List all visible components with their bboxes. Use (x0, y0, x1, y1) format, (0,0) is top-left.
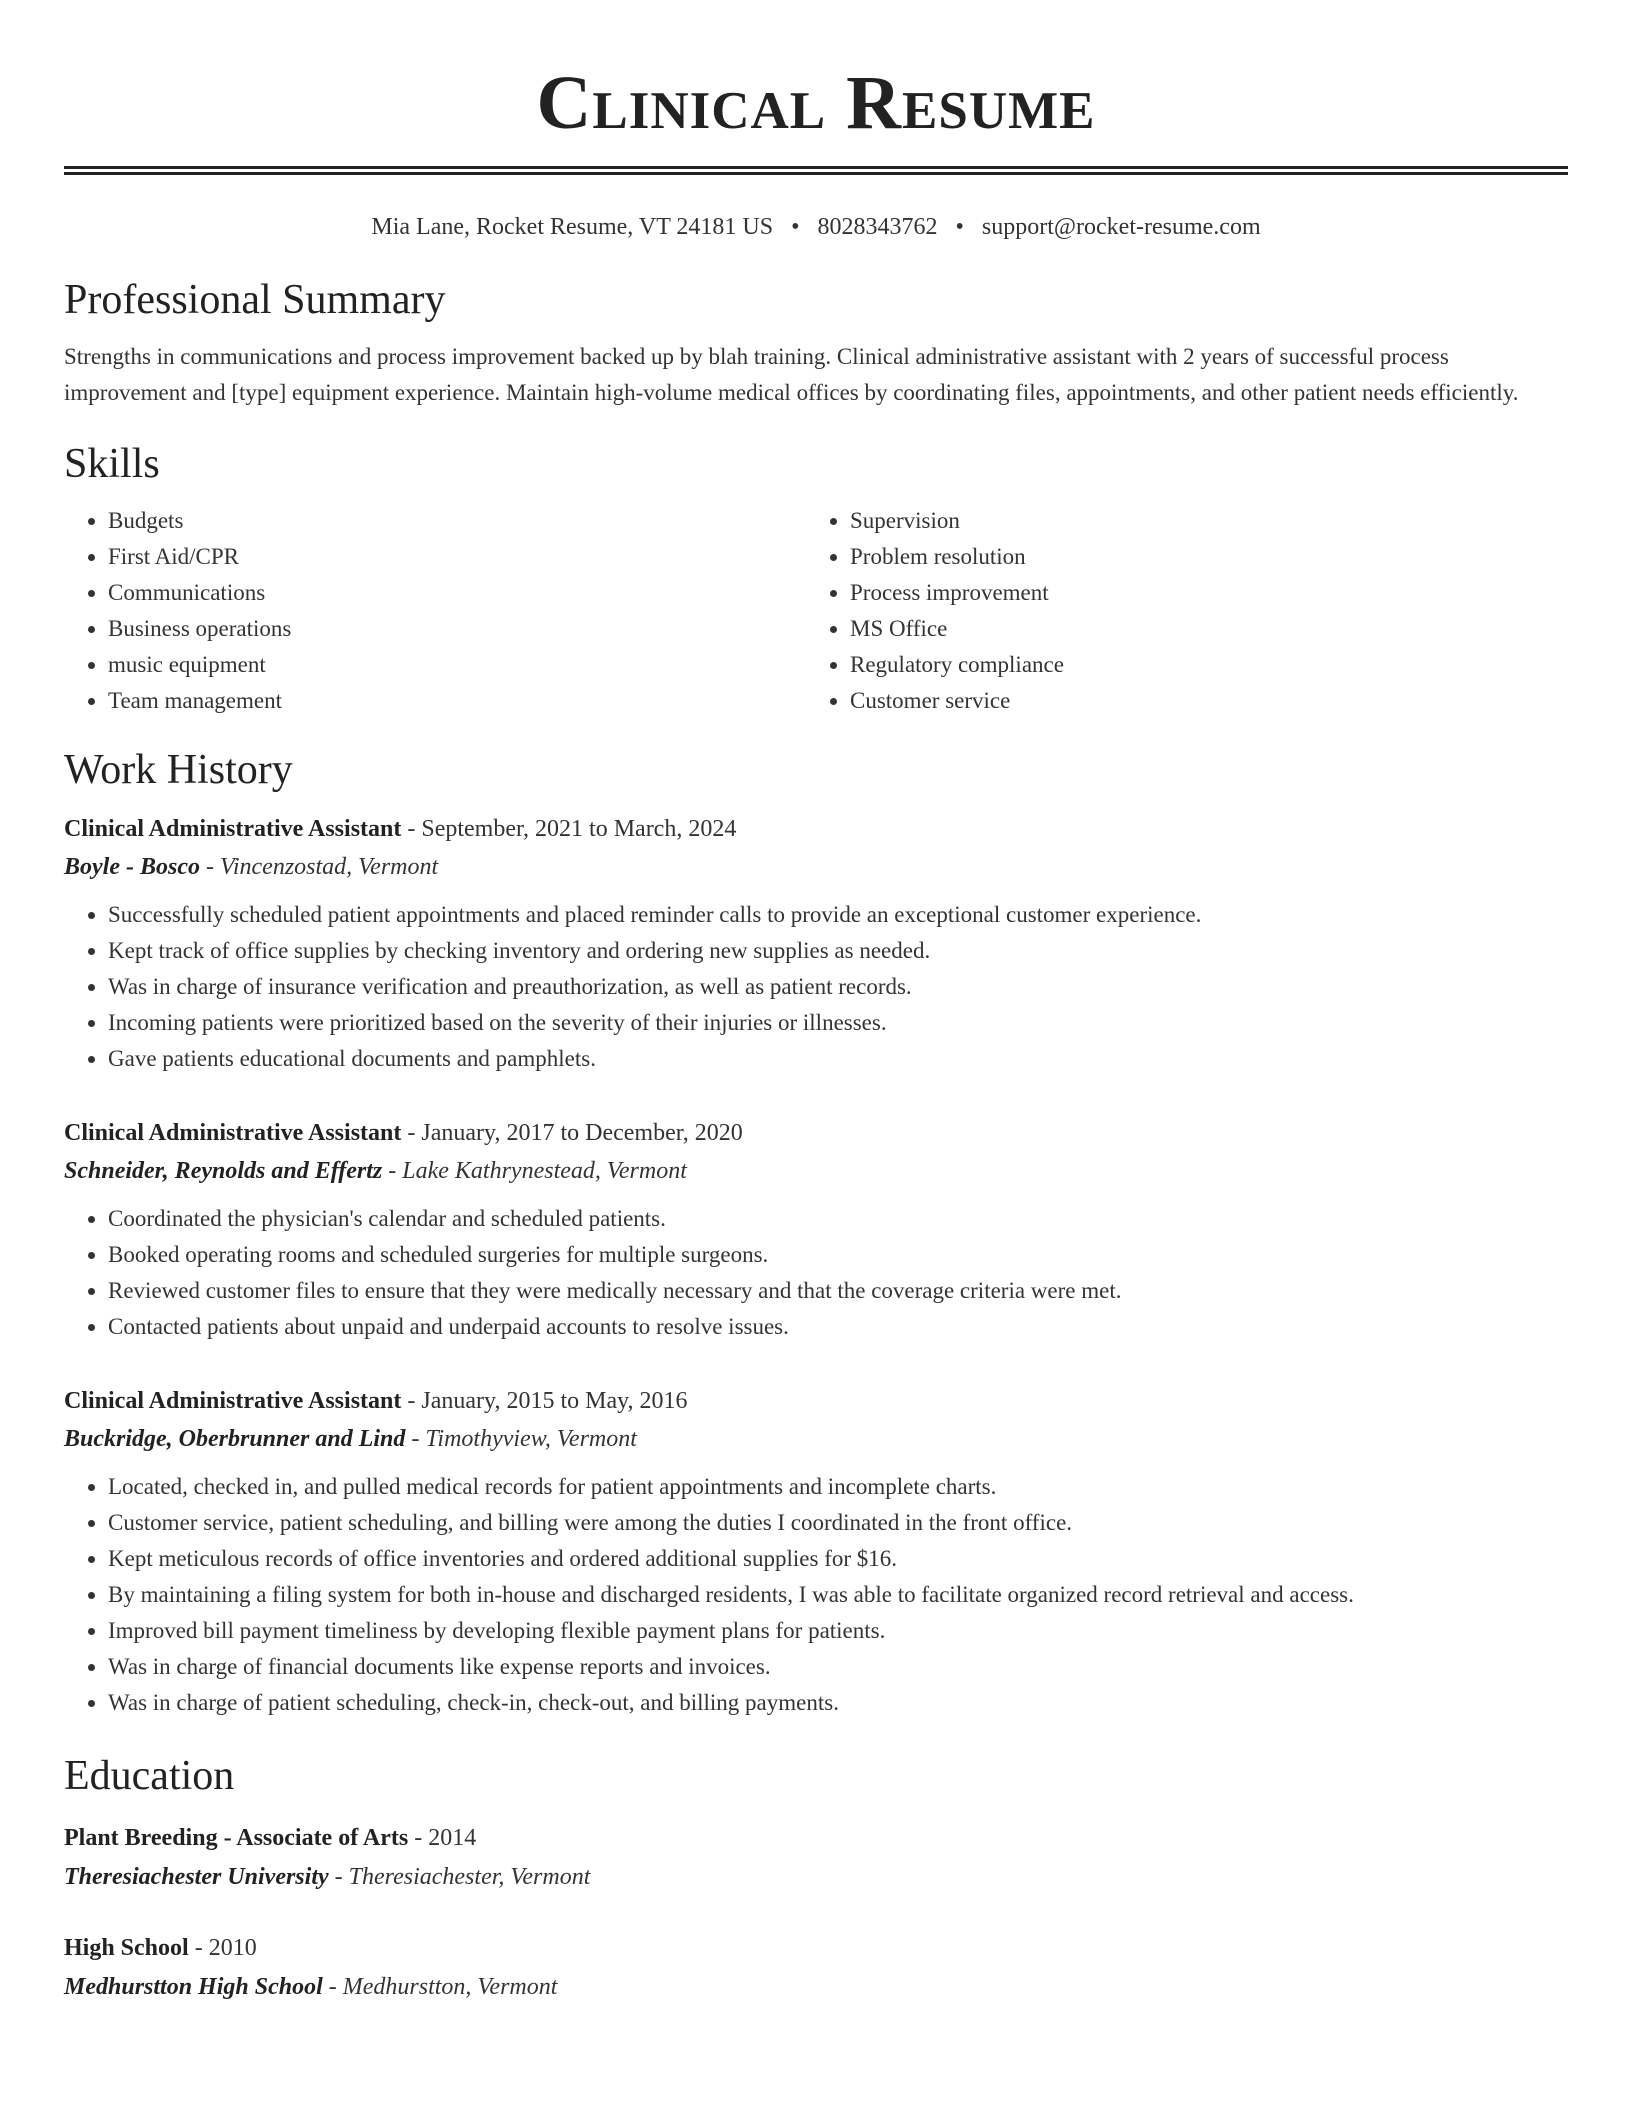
job-entry (64, 811, 1568, 1077)
job-bullet: • Was in charge of insurance verification and preauthorization, as well as patient records. (108, 969, 1568, 1005)
education-year: 2014 (428, 1825, 477, 1851)
job-bullet: • Contacted patients about unpaid and underpaid accounts to resolve issues. (108, 1309, 1568, 1345)
education-location: Theresiachester, Vermont (348, 1864, 591, 1890)
skill-item: • Budgets (108, 503, 806, 539)
job-bullets (64, 1469, 1568, 1721)
dash: - (405, 1426, 426, 1452)
dash: - (322, 1974, 343, 2000)
job-bullet: • Was in charge of financial documents like expense reports and invoices. (108, 1649, 1568, 1685)
job-title-line (64, 1383, 1568, 1419)
job-entry (64, 1115, 1568, 1345)
education-location: Medhurstton, Vermont (342, 1974, 558, 2000)
job-location: Lake Kathrynestead, Vermont (402, 1158, 687, 1184)
education-degree: Plant Breeding - Associate of Arts (64, 1825, 409, 1851)
summary-heading: Professional Summary (64, 277, 446, 323)
summary-text: Strengths in communications and process improvement backed up by blah training. Clinical administrative assistant with 2 years of successful process improvement and [type] equipment experience. Maintain high-volume medical offices by coordinating files, appointments, and other patient needs efficiently. (64, 344, 1519, 405)
job-bullet: • Successfully scheduled patient appointments and placed reminder calls to provide an exceptional customer experience. (108, 897, 1568, 933)
dash: - (328, 1864, 349, 1890)
job-bullet: • Kept meticulous records of office inventories and ordered additional supplies for $16. (108, 1541, 1568, 1577)
skills-heading: Skills (64, 441, 160, 487)
skill-item: • Customer service (850, 683, 1548, 719)
job-bullet: • Incoming patients were prioritized based on the severity of their injuries or illnesses. (108, 1005, 1568, 1041)
job-bullet: • By maintaining a filing system for both in-house and discharged residents, I was able to facilitate organized record retrieval and access. (108, 1577, 1568, 1613)
dash: - (188, 1935, 209, 1961)
skills-column-right (806, 503, 1548, 719)
job-location: Timothyview, Vermont (425, 1426, 637, 1452)
contact-separator: • (791, 214, 800, 240)
skill-item: • MS Office (850, 611, 1548, 647)
job-company-line (64, 847, 1568, 887)
job-title: Clinical Administrative Assistant (64, 816, 402, 842)
job-title-line (64, 1115, 1568, 1151)
job-title-line (64, 811, 1568, 847)
job-company: Boyle - Bosco (64, 854, 200, 880)
education-heading: Education (64, 1753, 235, 1799)
education-degree-line (64, 1819, 1568, 1857)
education-school-line (64, 1857, 1568, 1897)
job-company: Buckridge, Oberbrunner and Lind (64, 1426, 406, 1452)
job-bullet: • Gave patients educational documents and pamphlets. (108, 1041, 1568, 1077)
skill-item: • Problem resolution (850, 539, 1548, 575)
job-company-line (64, 1151, 1568, 1191)
job-bullet: • Reviewed customer files to ensure that they were medically necessary and that the coverage criteria were met. (108, 1273, 1568, 1309)
dash: - (401, 816, 422, 842)
job-company: Schneider, Reynolds and Effertz (64, 1158, 383, 1184)
contact-line (64, 211, 1568, 243)
education-degree: High School (64, 1935, 189, 1961)
education-school: Medhurstton High School (64, 1974, 323, 2000)
skill-item: • music equipment (108, 647, 806, 683)
skill-item: • Communications (108, 575, 806, 611)
job-bullets (64, 897, 1568, 1077)
job-bullet: • Booked operating rooms and scheduled surgeries for multiple surgeons. (108, 1237, 1568, 1273)
skill-item: • First Aid/CPR (108, 539, 806, 575)
dash: - (401, 1120, 422, 1146)
job-bullet: • Coordinated the physician's calendar and scheduled patients. (108, 1201, 1568, 1237)
education-year: 2010 (208, 1935, 257, 1961)
job-bullet: • Customer service, patient scheduling, and billing were among the duties I coordinated in the front office. (108, 1505, 1568, 1541)
skill-item: • Supervision (850, 503, 1548, 539)
skill-item: • Process improvement (850, 575, 1548, 611)
resume-title: Clinical Resume (536, 61, 1096, 145)
job-bullets (64, 1201, 1568, 1345)
job-location: Vincenzostad, Vermont (219, 854, 439, 880)
dash: - (408, 1825, 429, 1851)
job-company-line (64, 1419, 1568, 1459)
job-bullet: • Kept track of office supplies by checking inventory and ordering new supplies as needed. (108, 933, 1568, 969)
dash: - (199, 854, 220, 880)
job-bullet: • Located, checked in, and pulled medical records for patient appointments and incomplete charts. (108, 1469, 1568, 1505)
work-history-heading: Work History (64, 747, 293, 793)
job-entry (64, 1383, 1568, 1721)
dash: - (382, 1158, 403, 1184)
title-double-rule (64, 166, 1568, 175)
education-school: Theresiachester University (64, 1864, 329, 1890)
job-bullet: • Was in charge of patient scheduling, check-in, check-out, and billing payments. (108, 1685, 1568, 1721)
job-dates: January, 2017 to December, 2020 (421, 1120, 743, 1146)
contact-separator: • (955, 214, 964, 240)
dash: - (401, 1388, 422, 1414)
skill-item: • Business operations (108, 611, 806, 647)
contact-address: Mia Lane, Rocket Resume, VT 24181 US (371, 214, 774, 240)
skills-grid (64, 503, 1568, 719)
skill-item: • Team management (108, 683, 806, 719)
job-bullet: • Improved bill payment timeliness by developing flexible payment plans for patients. (108, 1613, 1568, 1649)
education-degree-line (64, 1929, 1568, 1967)
education-school-line (64, 1967, 1568, 2007)
contact-phone: 8028343762 (817, 214, 938, 240)
job-dates: January, 2015 to May, 2016 (421, 1388, 688, 1414)
education-entry (64, 1929, 1568, 2007)
skills-column-left (64, 503, 806, 719)
job-title: Clinical Administrative Assistant (64, 1120, 402, 1146)
education-entry (64, 1819, 1568, 1897)
job-title: Clinical Administrative Assistant (64, 1388, 402, 1414)
contact-email: support@rocket-resume.com (981, 214, 1261, 240)
skill-item: • Regulatory compliance (850, 647, 1548, 683)
job-dates: September, 2021 to March, 2024 (421, 816, 737, 842)
